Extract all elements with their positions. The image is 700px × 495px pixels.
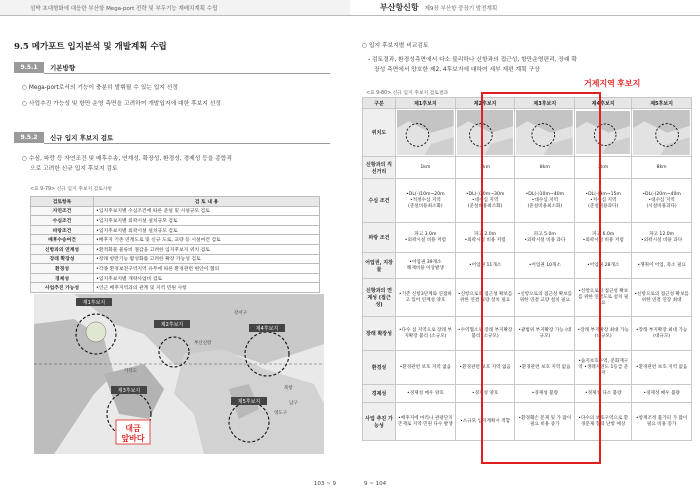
table-cell: •어업권 28개소 <box>575 253 632 279</box>
table-cell: •환경관련 보호 지역 없음 <box>515 351 575 385</box>
table-cell: 파고 3.0m •외곽시설 비용 저렴 <box>396 223 456 253</box>
table-row <box>363 279 692 317</box>
row-header: 어업권, 지장물 <box>363 253 396 279</box>
table-row: 신항과의 연계성 •환적화물 물류비 절감을 고려한 입지후보지 위치 검토 <box>31 244 320 254</box>
row-header: 신항과의 연계성 (접근성) <box>363 279 396 317</box>
table-cell: •환경관련 보호 지역 없음 <box>455 351 515 385</box>
place-label: 가덕도 <box>124 369 138 374</box>
place-label: 북항 <box>284 386 293 391</box>
candidate-sites-map <box>34 294 324 454</box>
table-row: 사업추진 가능성 •인근 배후지역과의 관계 및 지역 민원 사항 <box>31 283 320 293</box>
table-cell: 파고 2.0m •외곽시설 비용 저렴 <box>455 223 515 253</box>
column-header: 검 토 내 용 <box>94 197 320 207</box>
column-header: 제2후보지 <box>455 98 515 109</box>
column-header: 제3후보지 <box>515 98 575 109</box>
place-label: 부산신항 <box>194 341 212 346</box>
subsection-label: 기본방향 <box>44 62 330 74</box>
right-page <box>350 0 700 495</box>
page-number: 103 ~ 9 <box>313 481 336 487</box>
table-cell: •경제성 불량 <box>515 385 575 403</box>
highlight-label: 거제지역 후보지 <box>584 79 641 88</box>
table-cell: •환경관련 보호 지역 없음 <box>632 351 692 385</box>
table-cell: •다수 섬 지역으로 장래 부지확장 불리 (소규모) <box>396 317 456 351</box>
site-2-label: 제2후보지 <box>160 322 184 328</box>
row-header: 장래 확장성 <box>363 317 396 351</box>
location-thumbnail <box>457 110 514 155</box>
table-cell: •장래 부지확장 최대 가능 (대규모) <box>575 317 632 351</box>
table-cell <box>575 109 632 157</box>
location-thumbnail <box>633 110 690 155</box>
row-header: 위치도 <box>363 109 396 157</box>
table-cell: •신항으로의 접근성 확보를 위한 연결 연장 최대 <box>632 279 692 317</box>
table-header-row <box>31 197 320 207</box>
table-cell: 파고 6.0m •외곽시설 비용 저렴 <box>575 223 632 253</box>
row-header: 파랑 조건 <box>363 223 396 253</box>
table-row <box>363 385 692 403</box>
row-header: 수심 조건 <box>363 179 396 223</box>
table-cell: •수역협소로 장래 부지확장 불리 (소규모) <box>455 317 515 351</box>
table-cell: •DL(-)10m~40m •대수심 지역 (준설비용최소화) <box>515 179 575 223</box>
header-brand: 부산항신항 <box>380 3 419 12</box>
table-cell: •배후지에 마리나 관광단지 존재로 지역 민원 다수 발생 <box>396 403 456 441</box>
table-cell: •신항으로의 접근성 확보를 위한 연결도로 설치 필요 <box>575 279 632 317</box>
table-cell: 2km <box>575 157 632 179</box>
table-row: 수심조건 •입지후보지별 외곽시설 설치규모 검토 <box>31 216 320 226</box>
column-header: 제4후보지 <box>575 98 632 109</box>
criteria-table <box>30 196 320 293</box>
left-page-header: 섬박 초대형화에 대응한 부산항 Mega-port 전략 및 부두기능 재배치계획 수립 <box>0 0 350 16</box>
table-cell: •다수의 보호구역으로 환경문제 협의 난항 예상 <box>575 403 632 441</box>
table-cell <box>396 109 456 157</box>
subsection-label: 신규 입지 후보지 검토 <box>44 132 330 144</box>
table-row <box>363 157 692 179</box>
table-cell: 8km <box>632 157 692 179</box>
table-cell: •장래 부지확장 최대 가능 (대규모) <box>632 317 692 351</box>
table-cell: •광범위 부지확장 가능 (대규모) <box>515 317 575 351</box>
place-label: 영도구 <box>274 411 288 416</box>
bullet-item-continued: 으로 고려한 신규 입지 후보지 검토 <box>30 166 118 172</box>
column-header: 제5후보지 <box>632 98 692 109</box>
table-cell: •기존 신항3단계와 연접하고 있어 연계성 양호 <box>396 279 456 317</box>
table-cell: •신항으로의 접근성 확보를 위한 연결 교량 설치 필요 <box>515 279 575 317</box>
table-row: 배후수송여건 •배후지 기존 연계도로 및 신규 도로, 교량 등 시설여건 검토 <box>31 235 320 245</box>
table-cell <box>515 109 575 157</box>
table-cell: 3km <box>455 157 515 179</box>
callout-line-2: 앞바다 <box>121 434 145 443</box>
row-header: 환경성 <box>363 351 396 385</box>
table-row <box>363 179 692 223</box>
table-cell: •쟁취이 어업, 축소 필요 <box>632 253 692 279</box>
location-thumbnail <box>516 110 573 155</box>
subsection-number: 9.5.1 <box>14 62 44 73</box>
table-cell: •DL(-)20m~40m •대수심 지역 (시설비용과다) <box>632 179 692 223</box>
bullet-item: ○ 사업추진 가능성 및 항만 운영 측면을 고려하여 개발입지에 대한 후보지 선정 <box>22 101 221 107</box>
bullet-item: ○ Mega-port로서의 기능이 충분히 발휘될 수 있는 입지 선정 <box>22 85 178 91</box>
table-cell: 파고 5.0m •외곽시설 비용 과다 <box>515 223 575 253</box>
table-row <box>363 253 692 279</box>
table-row: 자연조건 •입지후보지별 수심조건에 따른 준설 및 시설규모 검토 <box>31 206 320 216</box>
table-cell: •경제성 매우 불량 <box>632 385 692 403</box>
table-cell: •소규모 입지계획시 적합 <box>455 403 515 441</box>
table-row <box>363 109 692 157</box>
table-cell: •습지보호구역, 문화재구역 •생태자연도 1등급 준저 <box>575 351 632 385</box>
row-header: 사업 추진 가능성 <box>363 403 396 441</box>
table-cell: •신항으로의 접근성 확보를 위한 연결 교량 설치 필요 <box>455 279 515 317</box>
column-header: 검토항목 <box>31 197 94 207</box>
table-cell: •어업권 39개소 해제비용 이상발생 <box>396 253 456 279</box>
table-row: 장래 확장성 •장래 항만기능 활성화를 고려한 확장 가능성 검토 <box>31 254 320 264</box>
table-caption: <표 9-80> 신규 입지 후보지 검토결과 <box>366 91 449 96</box>
site-1-area <box>86 322 106 342</box>
table-caption: <표 9-79> 신규 입지 후보지 검토사항 <box>30 187 113 192</box>
callout-line-1: 대금 <box>125 424 141 433</box>
site-4-label: 제4후보지 <box>255 326 279 332</box>
table-cell: •환경훼손 문제 및 가 많이 필요 비용 증가 <box>515 403 575 441</box>
subsection-basic-direction <box>14 62 330 73</box>
table-cell: •경제성 양호 <box>455 385 515 403</box>
site-3-label: 제3후보지 <box>117 388 141 394</box>
sub-bullet: - 검토결과, 환경성측면에서 다소 불리하나 신항과의 접근성, 항만운영편리, 장래 확 <box>368 57 578 63</box>
sub-bullet-continued: 장성 측면에서 양호한 제2, 4후보지에 대하여 세부 재편 계획 구상 <box>374 67 540 73</box>
table-row: 환경성 •각종 환경보전구역지역 유무에 따른 환경관련 현안이 협의 <box>31 264 320 274</box>
table-cell: •환경관련 보호 지역 없음 <box>396 351 456 385</box>
subsection-number: 9.5.2 <box>14 132 44 143</box>
table-cell: •경제성 매우 양호 <box>396 385 456 403</box>
table-cell: •DL(-)10m~20m •적정수심 지역 (준설비용최소화) <box>396 179 456 223</box>
table-cell: •어업권 11개소 <box>455 253 515 279</box>
page-number: 9 ~ 104 <box>364 481 387 487</box>
candidate-comparison-table <box>362 97 692 441</box>
bullet-item: ○ 입지 후보지별 비교검토 <box>362 43 429 49</box>
right-page-header <box>350 0 700 16</box>
location-thumbnail <box>397 110 454 155</box>
table-cell: 파고 12.0m •외곽시설 비용 과다 <box>632 223 692 253</box>
subsection-new-site-review <box>14 132 330 143</box>
table-cell <box>632 109 692 157</box>
table-row: 경제성 •입지후보지별 개략사업비 검토 <box>31 273 320 283</box>
table-header-row <box>363 98 692 109</box>
header-chapter: 제9장 부산항 중장기 발전계획 <box>424 5 498 12</box>
column-header: 제1후보지 <box>396 98 456 109</box>
column-header: 구분 <box>363 98 396 109</box>
place-label: 남구 <box>289 401 298 406</box>
table-cell: •경제성 다소 불량 <box>575 385 632 403</box>
row-header: 경제성 <box>363 385 396 403</box>
table-cell: 8km <box>515 157 575 179</box>
table-row <box>363 403 692 441</box>
table-cell: •DL(-)3m~15m •저수심 지역 (준설비용과다) <box>575 179 632 223</box>
table-cell: 1km <box>396 157 456 179</box>
location-thumbnail <box>576 111 630 154</box>
row-header: 신항과의 직선거리 <box>363 157 396 179</box>
table-row: 파랑조건 •입지후보지별 외곽시설 설치규모 검토 <box>31 225 320 235</box>
table-cell: •어업권 10개소 <box>515 253 575 279</box>
section-title: 9.5 메가포트 입지분석 및 개발계획 수립 <box>14 42 167 52</box>
place-label: 강서구 <box>234 311 248 316</box>
site-5-label: 제5후보지 <box>237 399 261 405</box>
bullet-item: ○ 수심, 파랑 등 자연조건 및 배후수송, 연계성, 확장성, 환경성, 경제성 등을 종합적 <box>22 156 232 162</box>
table-cell: •DL(-)10m~30m •대수심 지역 (준설비용최소화) <box>455 179 515 223</box>
table-row <box>363 351 692 385</box>
table-row <box>363 317 692 351</box>
table-cell <box>455 109 515 157</box>
table-cell: •항계조정 불가피 가 많이 필요 비용 증가 <box>632 403 692 441</box>
table-row <box>363 223 692 253</box>
site-1-label: 제1후보지 <box>82 300 106 306</box>
